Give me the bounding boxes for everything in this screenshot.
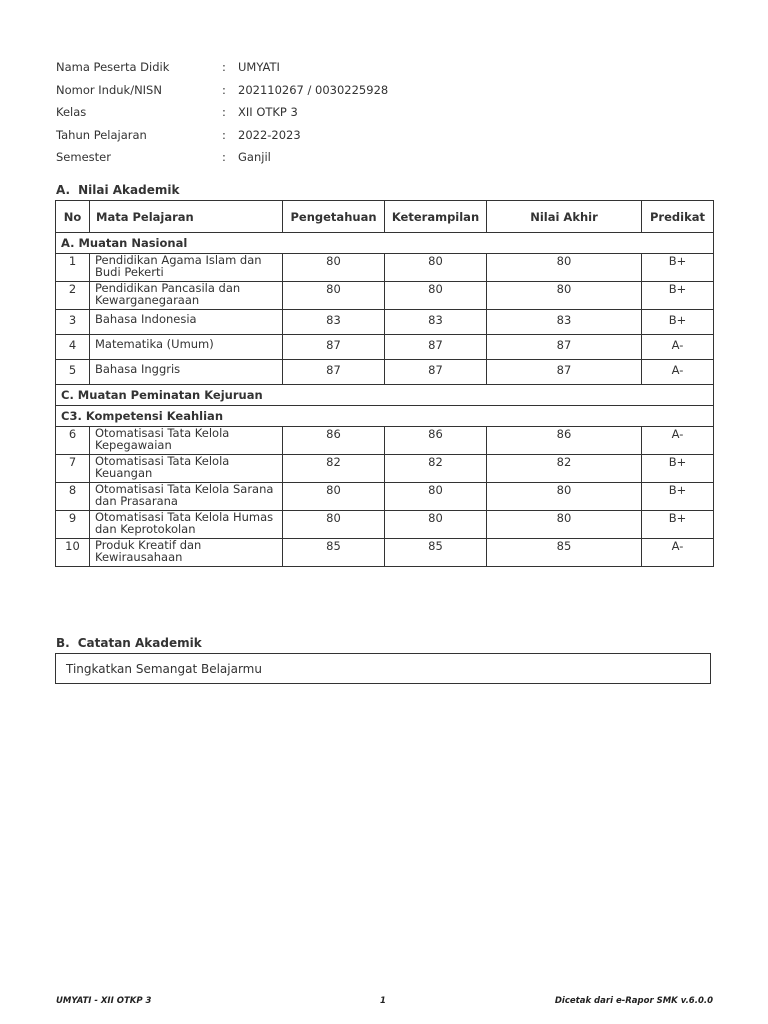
footer-printed-by: Dicetak dari e-Rapor SMK v.6.0.0: [554, 996, 713, 1006]
identity-row-kelas: [56, 101, 388, 124]
cell-pengetahuan: 87: [283, 360, 385, 385]
table-header-row: [56, 201, 714, 233]
cell-mapel: Otomatisasi Tata Kelola Kepegawaian: [90, 427, 283, 455]
section-label: Catatan Akademik: [77, 636, 202, 650]
cell-predikat: B+: [642, 282, 714, 310]
cell-nilai-akhir: 80: [487, 282, 642, 310]
catatan-box: [55, 653, 711, 684]
identity-value: 202110267 / 0030225928: [238, 82, 389, 97]
group-label: C3. Kompetensi Keahlian: [56, 406, 714, 427]
table-row: [56, 335, 714, 360]
cell-no: 3: [56, 310, 90, 335]
cell-keterampilan: 80: [385, 511, 487, 539]
cell-mapel: Bahasa Indonesia: [90, 310, 283, 335]
cell-predikat: B+: [642, 254, 714, 282]
table-row: [56, 427, 714, 455]
cell-predikat: B+: [642, 310, 714, 335]
cell-pengetahuan: 80: [283, 254, 385, 282]
cell-keterampilan: 80: [385, 282, 487, 310]
footer-page-number: 1: [380, 996, 386, 1006]
cell-nilai-akhir: 87: [487, 360, 642, 385]
section-number: B.: [56, 636, 70, 650]
table-row: [56, 483, 714, 511]
cell-pengetahuan: 80: [283, 511, 385, 539]
cell-nilai-akhir: 83: [487, 310, 642, 335]
identity-row-nisn: [56, 79, 388, 102]
cell-keterampilan: 87: [385, 360, 487, 385]
cell-nilai-akhir: 82: [487, 455, 642, 483]
cell-no: 10: [56, 539, 90, 567]
cell-pengetahuan: 83: [283, 310, 385, 335]
identity-colon: :: [222, 150, 226, 165]
section-number: A.: [56, 183, 71, 197]
identity-label: Nomor Induk/NISN: [56, 82, 162, 97]
cell-predikat: B+: [642, 455, 714, 483]
cell-predikat: A-: [642, 427, 714, 455]
group-row: [56, 385, 714, 406]
section-label: Nilai Akademik: [78, 183, 180, 197]
identity-row-name: [56, 56, 388, 79]
section-b-title: [56, 636, 202, 650]
table-row: [56, 511, 714, 539]
cell-keterampilan: 80: [385, 483, 487, 511]
table-row: [56, 539, 714, 567]
identity-row-semester: [56, 146, 388, 169]
identity-label: Tahun Pelajaran: [56, 127, 147, 142]
cell-mapel: Pendidikan Pancasila dan Kewarganegaraan: [90, 282, 283, 310]
group-row: [56, 406, 714, 427]
identity-value: 2022-2023: [238, 127, 301, 142]
cell-mapel: Otomatisasi Tata Kelola Keuangan: [90, 455, 283, 483]
cell-mapel: Pendidikan Agama Islam dan Budi Pekerti: [90, 254, 283, 282]
cell-nilai-akhir: 86: [487, 427, 642, 455]
cell-mapel: Otomatisasi Tata Kelola Sarana dan Prasarana: [90, 483, 283, 511]
table-row: [56, 254, 714, 282]
cell-nilai-akhir: 80: [487, 511, 642, 539]
cell-no: 5: [56, 360, 90, 385]
identity-colon: :: [222, 60, 226, 75]
cell-predikat: B+: [642, 483, 714, 511]
identity-value: XII OTKP 3: [238, 105, 298, 120]
cell-no: 9: [56, 511, 90, 539]
cell-keterampilan: 86: [385, 427, 487, 455]
header-nilai-akhir: Nilai Akhir: [487, 201, 642, 233]
cell-predikat: A-: [642, 539, 714, 567]
cell-mapel: Matematika (Umum): [90, 335, 283, 360]
header-keterampilan: Keterampilan: [385, 201, 487, 233]
grades-table: [55, 200, 714, 567]
cell-no: 4: [56, 335, 90, 360]
header-pengetahuan: Pengetahuan: [283, 201, 385, 233]
cell-nilai-akhir: 87: [487, 335, 642, 360]
cell-pengetahuan: 87: [283, 335, 385, 360]
identity-row-tahun: [56, 124, 388, 147]
catatan-text: Tingkatkan Semangat Belajarmu: [66, 661, 262, 676]
table-row: [56, 455, 714, 483]
cell-pengetahuan: 80: [283, 483, 385, 511]
group-label: A. Muatan Nasional: [56, 233, 714, 254]
identity-label: Nama Peserta Didik: [56, 60, 170, 75]
cell-mapel: Produk Kreatif dan Kewirausahaan: [90, 539, 283, 567]
group-label: C. Muatan Peminatan Kejuruan: [56, 385, 714, 406]
cell-keterampilan: 80: [385, 254, 487, 282]
table-row: [56, 282, 714, 310]
cell-nilai-akhir: 80: [487, 483, 642, 511]
cell-no: 6: [56, 427, 90, 455]
cell-predikat: A-: [642, 360, 714, 385]
header-predikat: Predikat: [642, 201, 714, 233]
table-row: [56, 310, 714, 335]
identity-label: Semester: [56, 150, 111, 165]
header-no: No: [56, 201, 90, 233]
cell-mapel: Bahasa Inggris: [90, 360, 283, 385]
cell-predikat: B+: [642, 511, 714, 539]
cell-pengetahuan: 80: [283, 282, 385, 310]
cell-predikat: A-: [642, 335, 714, 360]
identity-colon: :: [222, 127, 226, 142]
cell-no: 8: [56, 483, 90, 511]
cell-no: 1: [56, 254, 90, 282]
cell-keterampilan: 85: [385, 539, 487, 567]
identity-value: UMYATI: [238, 60, 280, 75]
group-row: [56, 233, 714, 254]
cell-no: 7: [56, 455, 90, 483]
identity-colon: :: [222, 82, 226, 97]
identity-colon: :: [222, 105, 226, 120]
cell-mapel: Otomatisasi Tata Kelola Humas dan Keprotokolan: [90, 511, 283, 539]
cell-keterampilan: 82: [385, 455, 487, 483]
cell-pengetahuan: 85: [283, 539, 385, 567]
cell-pengetahuan: 82: [283, 455, 385, 483]
footer-student-class: UMYATI - XII OTKP 3: [56, 996, 152, 1006]
cell-no: 2: [56, 282, 90, 310]
identity-label: Kelas: [56, 105, 87, 120]
table-row: [56, 360, 714, 385]
cell-pengetahuan: 86: [283, 427, 385, 455]
header-mapel: Mata Pelajaran: [90, 201, 283, 233]
cell-keterampilan: 87: [385, 335, 487, 360]
cell-keterampilan: 83: [385, 310, 487, 335]
cell-nilai-akhir: 80: [487, 254, 642, 282]
cell-nilai-akhir: 85: [487, 539, 642, 567]
student-identity: [56, 56, 388, 169]
section-a-title: [56, 183, 179, 197]
identity-value: Ganjil: [238, 150, 271, 165]
